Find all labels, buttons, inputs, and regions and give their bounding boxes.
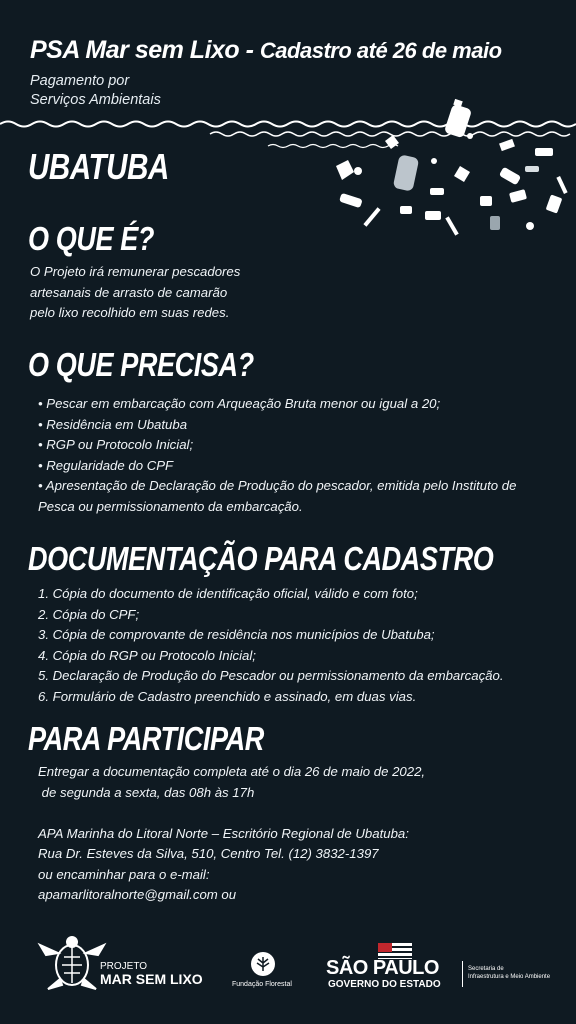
fundacao-tree-icon — [248, 951, 278, 977]
title-main: PSA Mar sem Lixo — [30, 36, 240, 64]
sp-subtitle: GOVERNO DO ESTADO — [328, 979, 441, 990]
title-separator: - — [239, 36, 260, 64]
text-line: O Projeto irá remunerar pescadores — [30, 264, 241, 279]
floating-trash-illustration — [330, 96, 576, 246]
title-sub: Cadastro até 26 de maio — [259, 38, 502, 63]
list-item: 1. Cópia do documento de identificação oficial, válido e com foto; — [38, 586, 418, 601]
footer-divider — [462, 961, 463, 987]
section-needs-body — [38, 394, 516, 517]
page-title — [30, 36, 502, 65]
section-needs-heading: O QUE PRECISA? — [28, 346, 254, 383]
secretaria-label — [468, 965, 550, 981]
section-docs-body — [38, 584, 504, 707]
section-participate-heading: PARA PARTICIPAR — [28, 720, 264, 757]
subtitle-line: Serviços Ambientais — [30, 92, 161, 108]
list-item: 2. Cópia do CPF; — [38, 606, 140, 622]
projeto-label: PROJETO — [100, 961, 148, 972]
footer-logos — [0, 925, 576, 1005]
section-participate-body — [38, 762, 425, 906]
email-link[interactable]: apamarlitoralnorte@gmail.com ou — [38, 887, 237, 902]
text-line: Rua Dr. Esteves da Silva, 510, Centro Tel. (12) 3832-1397 — [38, 846, 379, 861]
projeto-name: MAR SEM LIXO — [100, 971, 203, 987]
section-what-body — [30, 262, 240, 324]
list-item: 4. Cópia do RGP ou Protocolo Inicial; — [38, 647, 256, 663]
list-item: • Residência em Ubatuba — [38, 416, 188, 432]
list-item: Pesca ou permissionamento da embarcação. — [38, 498, 303, 514]
text-line: Entregar a documentação completa até o dia 26 de maio de 2022, — [38, 764, 426, 779]
list-item: • Apresentação de Declaração de Produção do pescador, emitida pelo Instituto de — [38, 478, 517, 493]
list-item: • Regularidade do CPF — [38, 457, 174, 473]
list-item: • Pescar em embarcação com Arqueação Bruta menor ou igual a 20; — [38, 396, 441, 411]
list-item: 6. Formulário de Cadastro preenchido e assinado, em duas vias. — [38, 688, 417, 704]
turtle-logo-icon — [36, 933, 108, 995]
list-item: 3. Cópia de comprovante de residência nos municípios de Ubatuba; — [38, 627, 435, 642]
subtitle-line: Pagamento por — [30, 73, 130, 89]
text-line: ou encaminhar para o e-mail: — [38, 866, 210, 882]
section-what-heading: O QUE É? — [28, 220, 155, 257]
secretaria-line: Infraestrutura e Meio Ambiente — [468, 974, 551, 980]
section-docs-heading: DOCUMENTAÇÃO PARA CADASTRO — [28, 540, 494, 577]
secretaria-line: Secretaria de — [468, 966, 504, 972]
city-heading: UBATUBA — [28, 146, 169, 187]
text-line: APA Marinha do Litoral Norte – Escritório Regional de Ubatuba: — [38, 825, 409, 841]
text-line: artesanais de arrasto de camarão — [30, 284, 228, 300]
list-item: • RGP ou Protocolo Inicial; — [38, 437, 194, 452]
sp-title: SÃO PAULO — [326, 957, 439, 979]
list-item: 5. Declaração de Produção do Pescador ou permissionamento da embarcação. — [38, 668, 504, 683]
text-line: de segunda a sexta, das 08h às 17h — [38, 784, 255, 800]
page-subtitle — [30, 72, 161, 110]
text-line — [38, 803, 425, 824]
fundacao-label: Fundação Florestal — [232, 981, 292, 988]
text-line: pelo lixo recolhido em suas redes. — [30, 305, 230, 320]
